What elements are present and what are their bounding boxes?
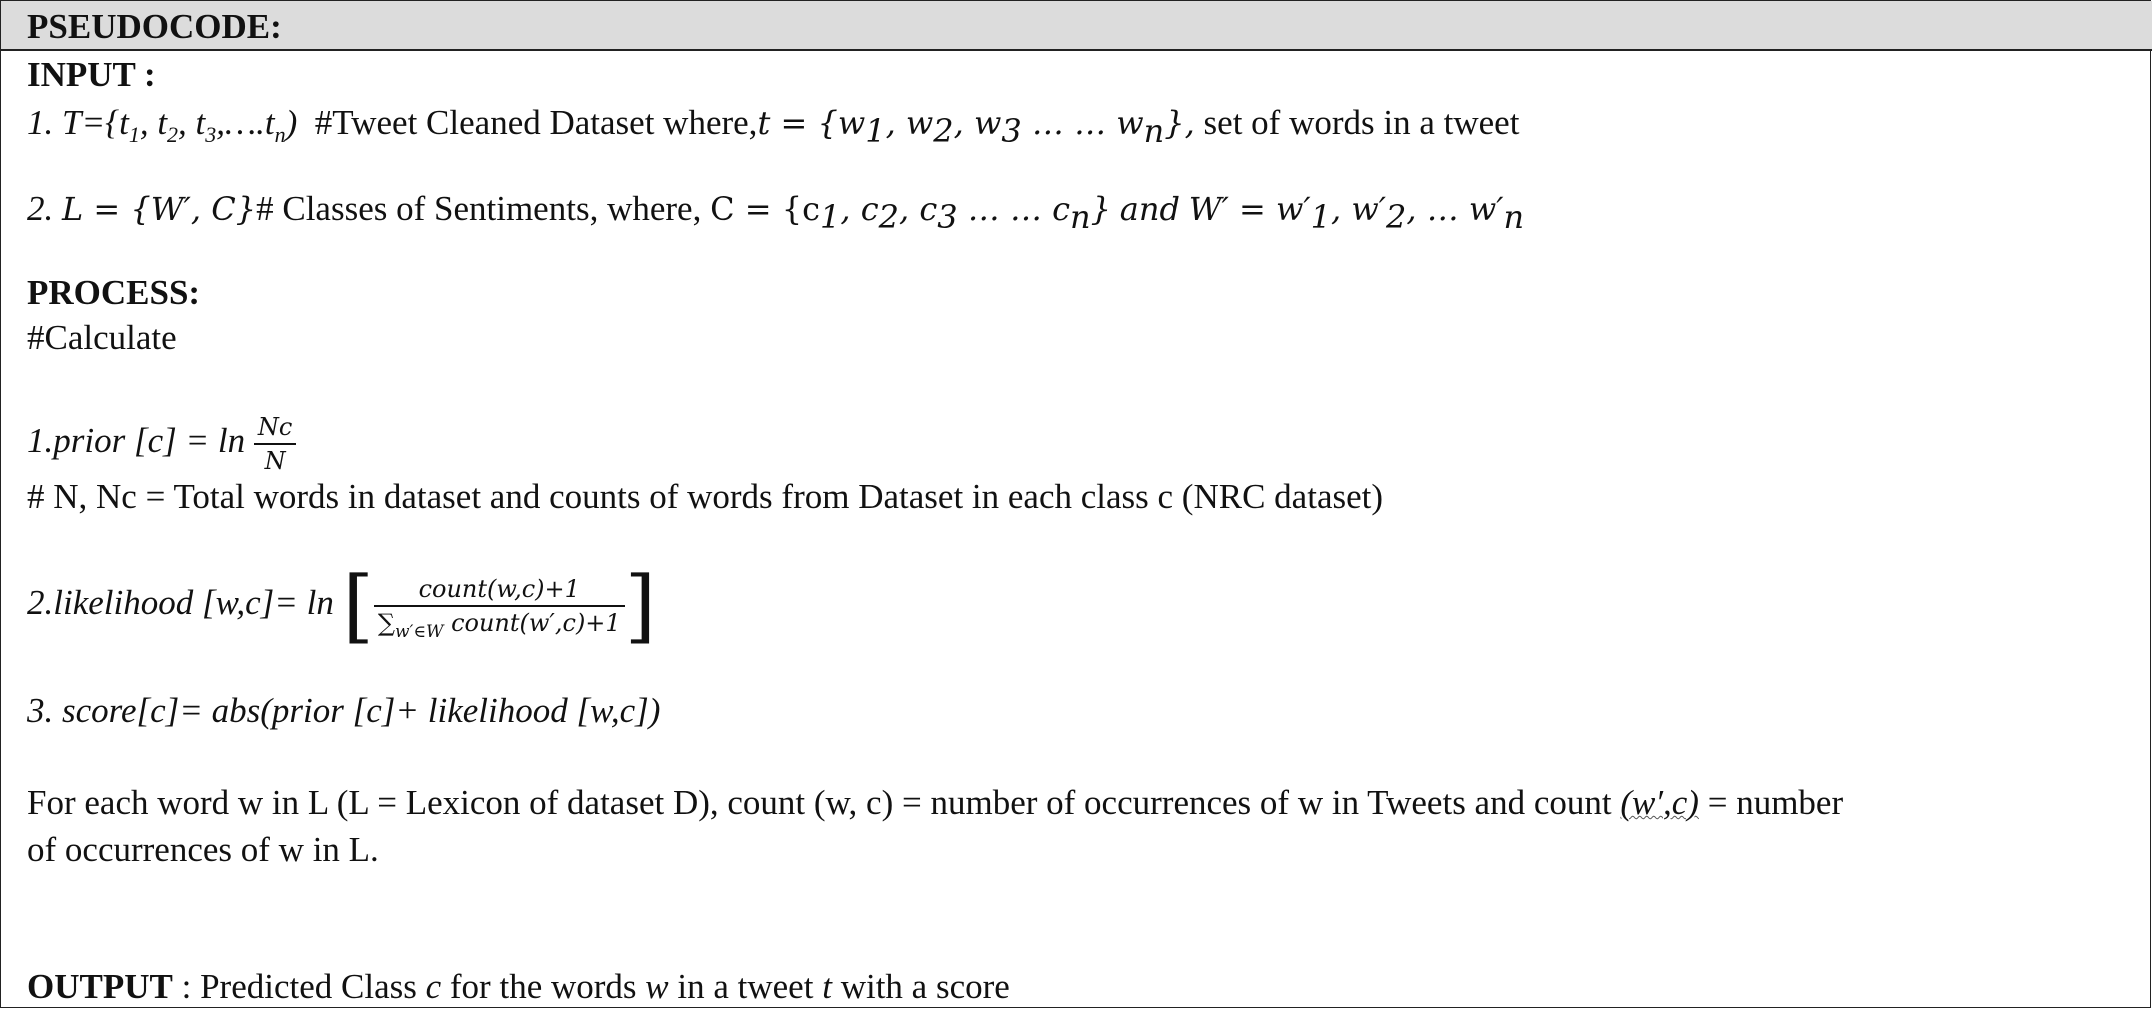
calculate-label: #Calculate — [27, 318, 177, 357]
likelihood-formula: 2.likelihood [w,c]= ln [ $\frac{\text{count(w,c)+1}}{\sum_{w'\in W} count(w',c)+1}$ ] — [27, 558, 656, 652]
output-heading: OUTPUT — [27, 967, 173, 1006]
prior-fraction: $\frac{Nc}{N}$ — [254, 415, 296, 473]
score-formula: 3. score[c]= abs(prior [c]+ likelihood [w,c]) — [27, 691, 661, 730]
explanation-line-2: of occurrences of w in L. — [27, 830, 379, 869]
pseudocode-header — [1, 1, 2152, 51]
tweet-dataset-comment: #Tweet Cleaned Dataset where, — [314, 103, 758, 142]
prior-formula: 1.prior [c] = ln $\frac{Nc}{N}$ — [27, 409, 296, 473]
likelihood-fraction: $\frac{\text{count(w,c)+1}}{\sum_{w'\in W} count(w',c)+1}$ — [374, 577, 625, 635]
header-title: PSEUDOCODE: — [27, 7, 282, 46]
process-heading: PROCESS: — [27, 273, 201, 312]
prior-comment: # N, Nc = Total words in dataset and counts of words from Dataset in each class c (NRC dataset) — [27, 477, 1384, 516]
input-line-2: 2. L = {W′, C}# Classes of Sentiments, where, $C = \{c_1$, $c_2$, $c_3$ … … $c_n$} and $W' = w'_1$, $w'_2$, … $w'_n$ — [27, 189, 1525, 236]
explanation-line-1: For each word w in L (L = Lexicon of dataset D), count (w, c) = number of occurrences of w in Tweets and count (w′,c) = number — [27, 783, 1844, 822]
input-line-1: 1. $T=\{t_1$, $t_2$, $t_3,\dots.t_n$) #Tweet Cleaned Dataset where,t = {$w_1$, $w_2$, $w_3$ … … $w_n$}, set of words in a tweet — [27, 103, 1520, 150]
classes-comment: # Classes of Sentiments, where, — [256, 189, 702, 228]
output-line: OUTPUT : Predicted Class c for the words w in a tweet t with a score — [27, 967, 1010, 1006]
input-heading: INPUT : — [27, 55, 156, 94]
